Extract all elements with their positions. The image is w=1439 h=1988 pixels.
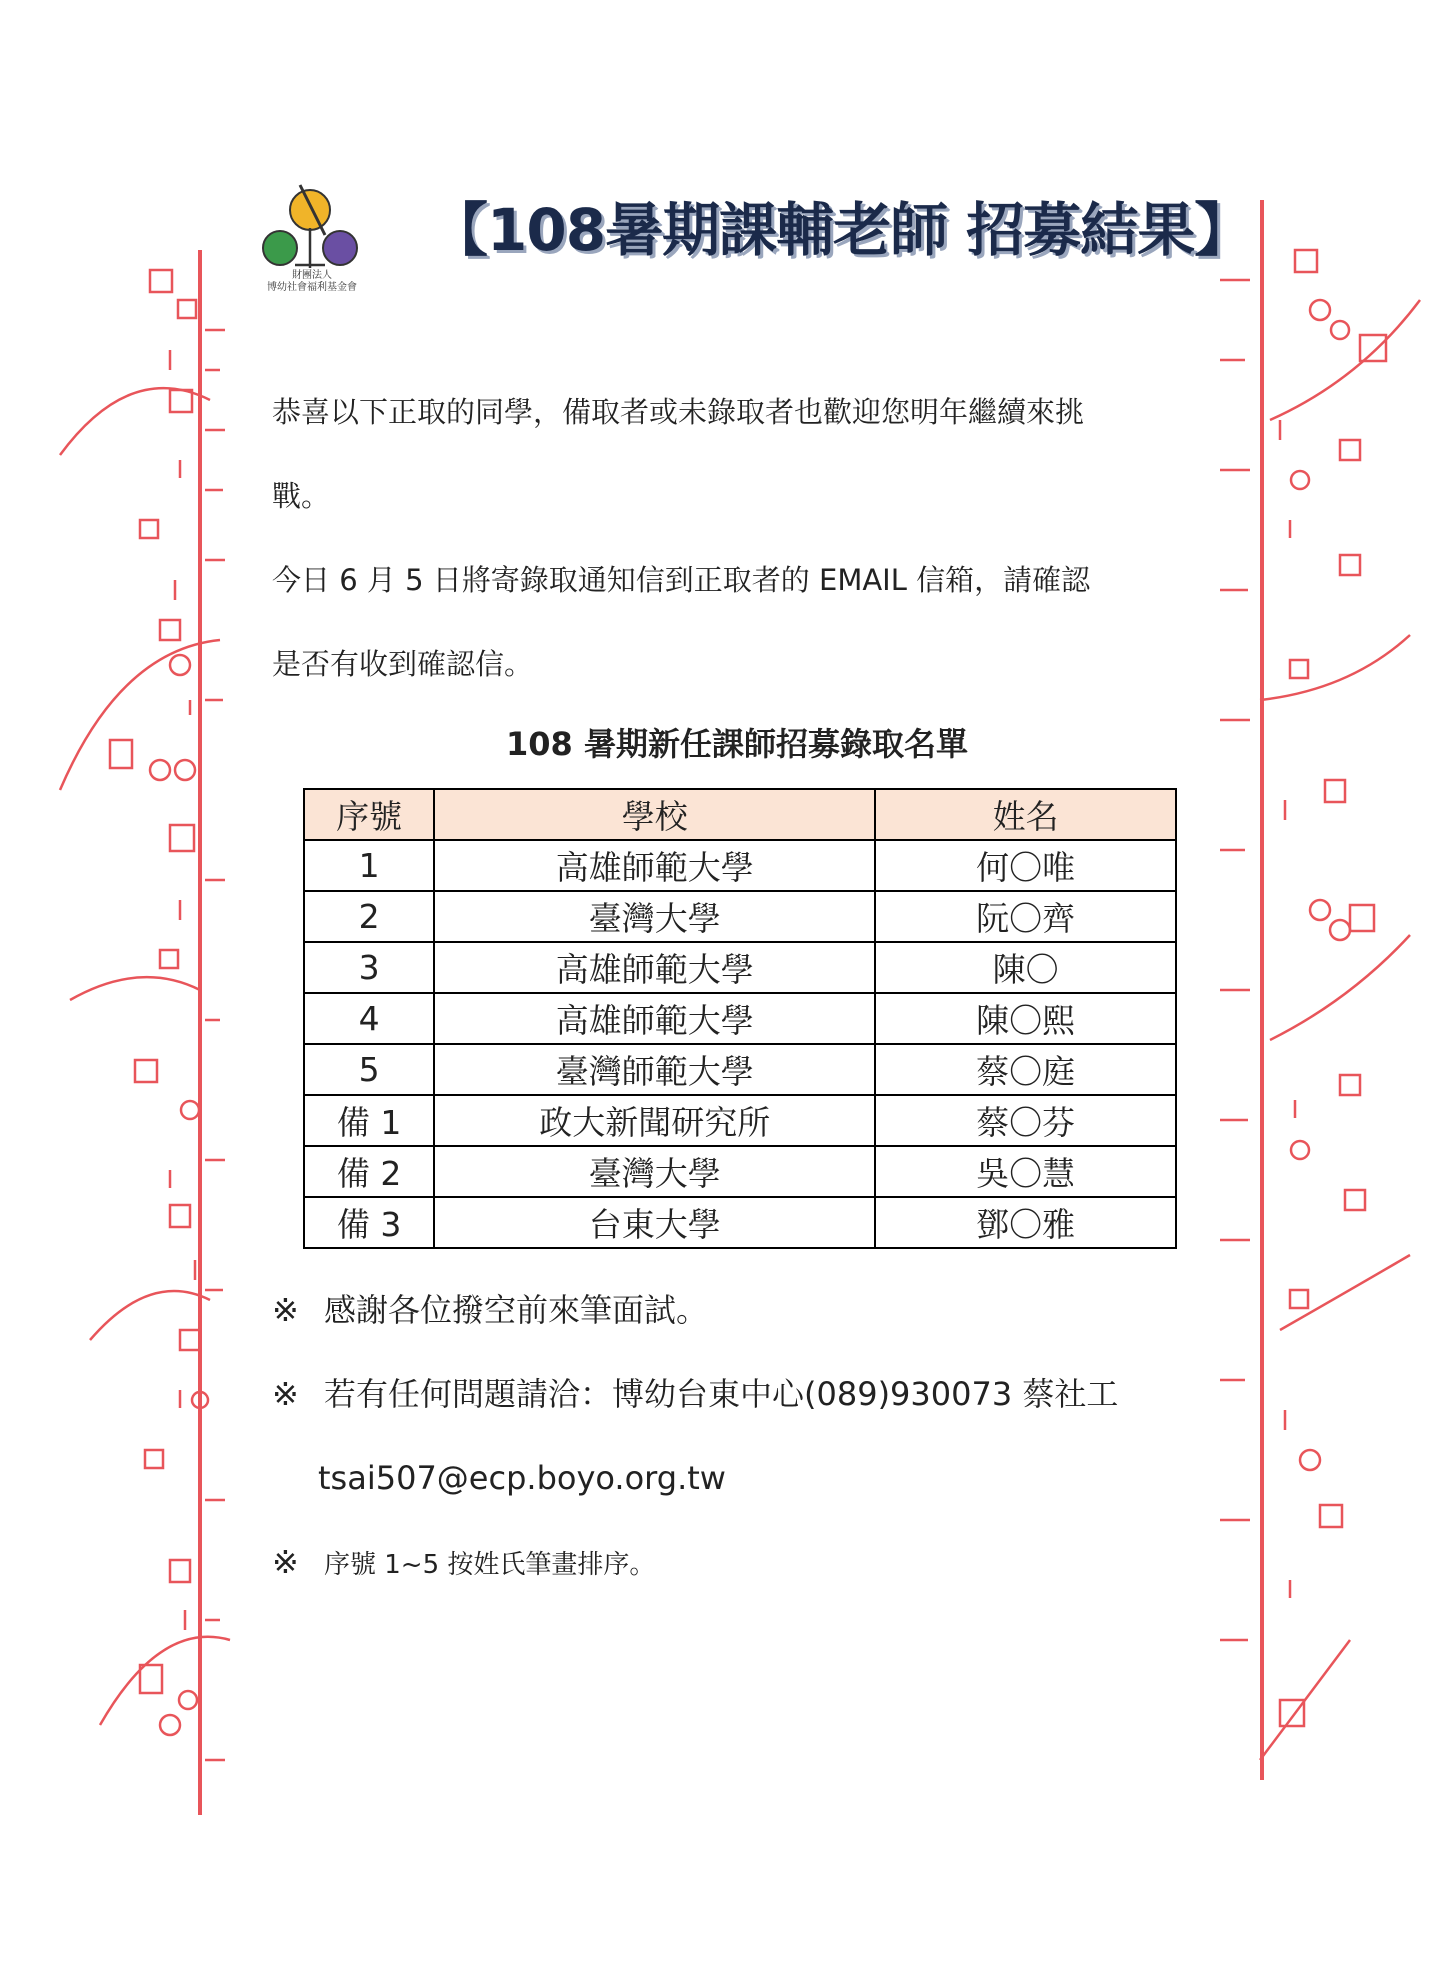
left-decorative-border xyxy=(30,0,270,1988)
note-order-text: 序號 1~5 按姓氏筆畫排序。 xyxy=(324,1550,656,1580)
table-row xyxy=(304,1044,1176,1095)
cell-name: 蔡〇芬 xyxy=(875,1095,1176,1146)
reference-mark-icon: ※ xyxy=(272,1291,299,1329)
cell-name: 吳〇慧 xyxy=(875,1146,1176,1197)
cell-seq: 5 xyxy=(304,1044,434,1095)
table-row xyxy=(304,1197,1176,1248)
page-title: 【108暑期課輔老師 招募結果】 xyxy=(430,196,1252,264)
admission-table xyxy=(303,788,1177,1249)
cell-seq: 4 xyxy=(304,993,434,1044)
table-row xyxy=(304,993,1176,1044)
cell-name: 阮〇齊 xyxy=(875,891,1176,942)
intro-line-4: 是否有收到確認信。 xyxy=(272,647,534,681)
contact-email[interactable]: tsai507@ecp.boyo.org.tw xyxy=(318,1459,726,1497)
intro-line-2: 戰。 xyxy=(272,479,331,513)
logo-caption-line1: 財團法人 xyxy=(292,270,332,281)
cell-school: 臺灣大學 xyxy=(434,891,875,942)
cell-school: 高雄師範大學 xyxy=(434,993,875,1044)
note-contact-text: 若有任何問題請洽：博幼台東中心(089)930073 蔡社工 xyxy=(324,1375,1119,1413)
header-school: 學校 xyxy=(434,789,875,840)
table-row xyxy=(304,1146,1176,1197)
cell-seq: 2 xyxy=(304,891,434,942)
cell-school: 政大新聞研究所 xyxy=(434,1095,875,1146)
cell-name: 陳〇 xyxy=(875,942,1176,993)
cell-seq: 3 xyxy=(304,942,434,993)
table-header-row xyxy=(304,789,1176,840)
reference-mark-icon: ※ xyxy=(272,1375,299,1413)
table-row xyxy=(304,1095,1176,1146)
header-seq: 序號 xyxy=(304,789,434,840)
cell-seq: 備 2 xyxy=(304,1146,434,1197)
cell-seq: 1 xyxy=(304,840,434,891)
cell-school: 台東大學 xyxy=(434,1197,875,1248)
table-row xyxy=(304,942,1176,993)
logo-caption xyxy=(248,270,376,294)
reference-mark-icon: ※ xyxy=(272,1543,299,1581)
intro-line-1: 恭喜以下正取的同學，備取者或未錄取者也歡迎您明年繼續來挑 xyxy=(272,395,1085,429)
table-title: 108 暑期新任課師招募錄取名單 xyxy=(506,725,968,763)
table-row xyxy=(304,840,1176,891)
logo-caption-line2: 博幼社會福利基金會 xyxy=(267,282,357,293)
cell-school: 高雄師範大學 xyxy=(434,942,875,993)
intro-line-3: 今日 6 月 5 日將寄錄取通知信到正取者的 EMAIL 信箱，請確認 xyxy=(272,563,1091,597)
cell-name: 蔡〇庭 xyxy=(875,1044,1176,1095)
cell-name: 鄧〇雅 xyxy=(875,1197,1176,1248)
cell-name: 何〇唯 xyxy=(875,840,1176,891)
header-name: 姓名 xyxy=(875,789,1176,840)
table-row xyxy=(304,891,1176,942)
note-thanks xyxy=(272,1288,708,1332)
cell-seq: 備 3 xyxy=(304,1197,434,1248)
note-thanks-text: 感謝各位撥空前來筆面試。 xyxy=(324,1291,709,1329)
cell-name: 陳〇熙 xyxy=(875,993,1176,1044)
cell-school: 高雄師範大學 xyxy=(434,840,875,891)
note-order xyxy=(272,1540,655,1587)
cell-school: 臺灣師範大學 xyxy=(434,1044,875,1095)
right-decorative-border xyxy=(1200,0,1439,1988)
note-contact xyxy=(272,1372,1118,1416)
cell-seq: 備 1 xyxy=(304,1095,434,1146)
cell-school: 臺灣大學 xyxy=(434,1146,875,1197)
